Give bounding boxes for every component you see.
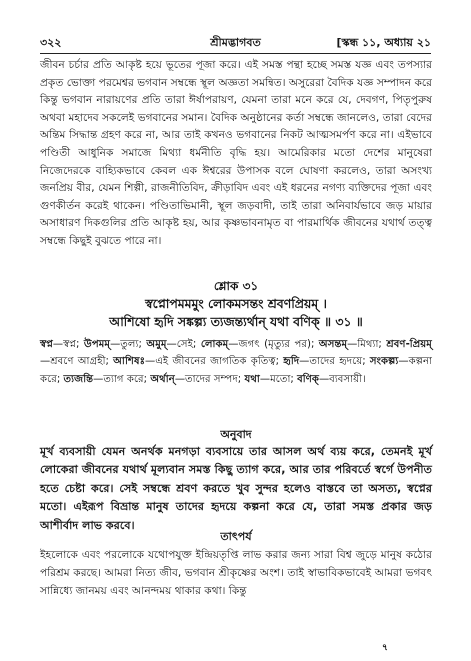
book-title: শ্রীমদ্ভাগবত [210, 36, 261, 49]
verse-block [40, 277, 432, 331]
purport-continued-text: জীবন চর্চার প্রতি আকৃষ্ট হয়ে ভূতের পূজা করে। এই সমস্ত পন্থা হচ্ছে সমস্ত যজ্ঞ এবং তপস্যার প্রকৃত ভোক্তা পরমেশ্বর ভগবান সম্বন্ধে স্থূল অজ্ঞতা সমন্বিত। অসুরেরা বৈদিক যজ্ঞ সম্পাদন করে কিন্তু ভগবান নারায়ণের প্রতি তারা ঈর্ষাপরায়ণ, যেমনা তারা মনে করে যে, দেবগণ, পিতৃপুরুষ অথবা মহাদেব সকলেই ভগবানের সমান। বৈদিক অনুষ্ঠানের কর্তা সম্বন্ধে জানলেও, তারা বেদের অন্তিম সিদ্ধান্ত গ্রহণ করে না, আর তাই কখনও ভগবানের নিকট আত্মসমর্পণ করে না। এইভাবে পণ্ডিতী আধুনিক সমাজে মিথ্যা ধর্মনীতি বৃদ্ধি হয়। আমেরিকার মতো দেশের মানুষেরা নিজেদেরকে বাহ্যিকভাবে কেবল এক ঈশ্বরের উপাসক বলে ঘোষণা করলেও, তারা অসংখ্য জনপ্রিয় বীর, যেমন শিল্পী, রাজনীতিবিদ, ক্রীড়াবিদ এবং এই ধরনের নগণ্য ব্যক্তিদের পূজা এবং গুণকীর্তন করেই থাকেন। পণ্ডিতাভিমানী, স্থূল জড়বাদী, তাই তারা অনিবার্যভাবে জড় মায়ার অসাধারণ দিকগুলির প্রতি আকৃষ্ট হয়, আর কৃষ্ণভাবনামৃত বা পারমার্থিক জীবনের যথার্থ তত্ত্ব সম্বন্ধে কিছুই বুঝতে পারে না। [40, 59, 432, 247]
translation-heading: অনুবাদ [220, 428, 252, 441]
synonym-word: সংকল্প্য [369, 356, 399, 368]
synonym-word: উপমম্ [83, 339, 111, 350]
purport-continued [40, 57, 432, 251]
purport-heading: তাৎপর্য [220, 530, 252, 543]
synonym-meaning: তুল্য; [120, 339, 142, 350]
synonym-word: হৃদি [283, 356, 300, 368]
synonym-meaning: কল্পনা করে; [40, 356, 433, 385]
synonym-meaning: এই জীবনের জাগতিক কৃতিত্ব; [155, 356, 280, 368]
footer-mark: ৭ [382, 643, 388, 653]
synonym-meaning: শ্রবণে আগ্রহী; [50, 356, 109, 368]
synonym-meaning: সেই; [176, 339, 197, 350]
verse-line-2: আশিষো হৃদি সঙ্কল্প্য ত্যজন্ত্যর্থান্ যথা বণিক্ ॥ ৩১ ॥ [109, 314, 363, 329]
synonym-word: ত্যজন্তি [63, 373, 94, 385]
synonym-word: যথা [244, 373, 260, 385]
synonym-word: বণিক্ [297, 373, 319, 385]
synonym-word: শ্রবণ-প্রিয়ম্ [386, 339, 432, 350]
synonym-meaning: জগৎ (মৃত্যুর পর); [238, 339, 315, 350]
synonym-meaning: তাদের হৃদয়ে; [309, 356, 366, 368]
synonym-word: আশিষঃ [113, 356, 145, 368]
verse-line-1: স্বপ্নোপমমমুং লোকমসন্তং শ্রবণপ্রিয়ম্ । [145, 296, 327, 311]
header-rule [40, 53, 431, 54]
synonym-meaning: ব্যবসায়ী। [329, 373, 366, 385]
synonym-meaning: তাদের সম্পদ; [185, 373, 242, 385]
purport-text: ইহলোকে এবং পরলোকে যথোপযুক্ত ইন্দ্রিয়তৃপ্তি লাভ করার জন্য সারা বিশ্ব জুড়ে মানুষ কঠোর পরিশ্রম করছে। আমরা নিত্য জীব, ভগবান শ্রীকৃষ্ণের অংশ। তাই স্বাভাবিকভাবেই আমরা ভগবৎ সান্নিধ্যে জানময় এবং আনন্দময় থাকার কথা। কিন্তু [40, 549, 432, 597]
chapter-reference: [স্কন্ধ ১১, অধ্যায় ২১ [336, 36, 431, 49]
synonym-word: লোকম্ [200, 339, 229, 350]
synonym-meaning: স্বপ্ন; [63, 339, 80, 350]
verse-heading: শ্লোক ৩১ [213, 279, 259, 293]
translation-text: মূর্খ ব্যবসায়ী যেমন অনর্থক মনগড়া ব্যবসায়ে তার আসল অর্থ ব্যয় করে, তেমনই মূর্খ লোকেরা জীবনের যথার্থ মূল্যবান সমস্ত কিছু ত্যাগ করে, আর তার পরিবর্তে স্বর্গে উপনীত হতে চেষ্টা করে। সেই সম্বন্ধে শ্রবণ করতে খুব সুন্দর হলেও বাস্তবে তা অসত্য, স্বপ্নের মতো। এইরূপ বিভ্রান্ত মানুষ তাদের হৃদয়ে কল্পনা করে যে, তারা সমস্ত প্রকার জড় আশীর্বাদ লাভ করবে। [40, 445, 432, 532]
synonym-word: অমুম্ [146, 339, 167, 350]
synonym-meaning: মিথ্যা; [357, 339, 382, 350]
synonym-word: অসন্তম্ [318, 339, 348, 350]
synonym-meaning: ত্যাগ করে; [103, 373, 148, 385]
synonym-word: অর্থান্ [150, 373, 175, 385]
synonyms-paragraph: স্বপ্ন—স্বপ্ন; উপমম্—তুল্য; অমুম্—সেই; লোকম্—জগৎ (মৃত্যুর পর); অসন্তম্—মিথ্যা; শ্রবণ-প্রিয়ম্—শ্রবণে আগ্রহী; আশিষঃ—এই জীবনের জাগতিক কৃতিত্ব; হৃদি—তাদের হৃদয়ে; সংকল্প্য—কল্পনা করে; ত্যজন্তি—ত্যাগ করে; অর্থান্—তাদের সম্পদ; যথা—মতো; বণিক্—ব্যবসায়ী। [40, 339, 433, 385]
synonym-word: স্বপ্ন [40, 339, 53, 350]
running-header [40, 34, 431, 50]
synonym-meaning: মতো; [270, 373, 294, 385]
page-number: ৩২২ [40, 36, 62, 49]
